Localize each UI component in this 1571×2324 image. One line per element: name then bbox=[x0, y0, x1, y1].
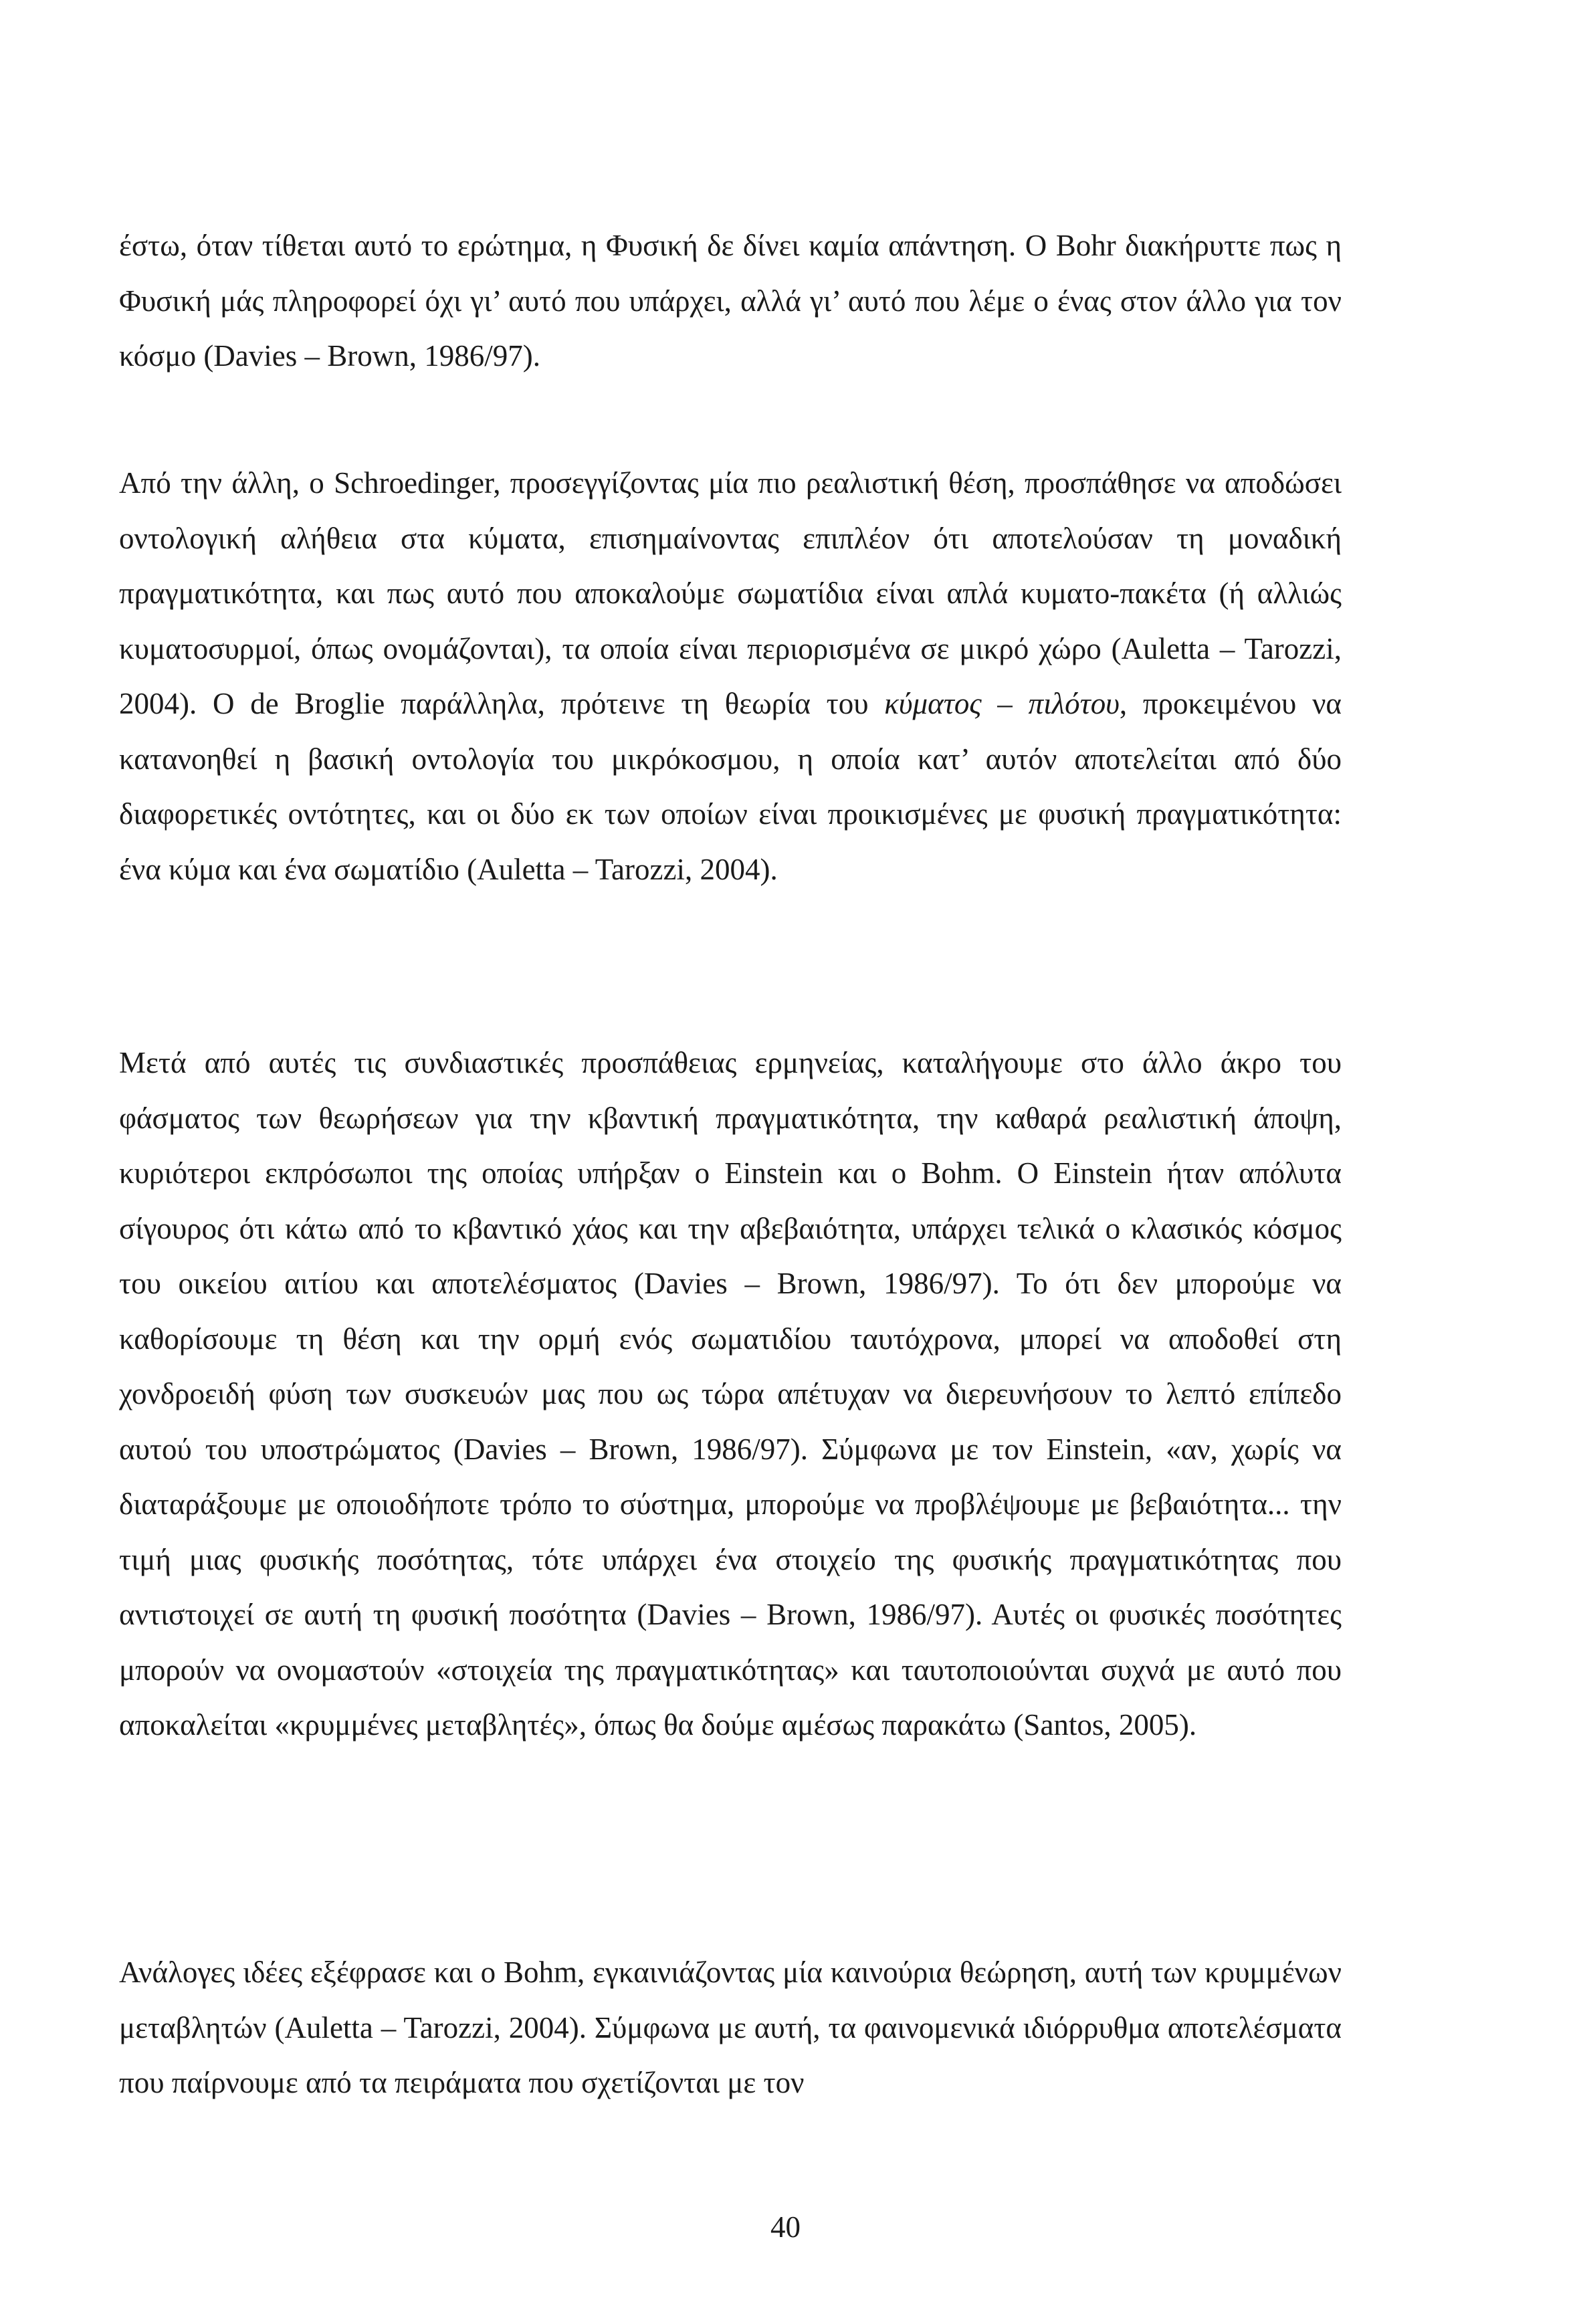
paragraph-2-italic-term: κύματος – πιλότου bbox=[884, 687, 1120, 720]
page-number: 40 bbox=[770, 2210, 801, 2244]
paragraph-2-text-end: , προκειμένου να κατανοηθεί η βασική οντολογία του μικρόκοσμου, η οποία κατ’ αυτόν αποτελείται από δύο διαφορετικές οντότητες, και οι δύο εκ των οποίων είναι προικισμένες με φυσική πραγματικότητα: ένα κύμα και ένα σωματίδιο (Auletta – Tarozzi, 2004). bbox=[119, 687, 1342, 886]
paragraph-1 bbox=[119, 218, 1342, 384]
paragraph-4 bbox=[119, 1945, 1342, 2111]
paragraph-3 bbox=[119, 1035, 1342, 1753]
paragraph-2-text-start: Από την άλλη, ο Schroedinger, προσεγγίζοντας μία πιο ρεαλιστική θέση, προσπάθησε να αποδώσει οντολογική αλήθεια στα κύματα, επισημαίνοντας επιπλέον ότι αποτελούσαν τη μοναδική πραγματικότητα, και πως αυτό που αποκαλούμε σωματίδια είναι απλά κυματο-πακέτα (ή αλλιώς κυματοσυρμοί, όπως ονομάζονται), τα οποία είναι περιορισμένα σε μικρό χώρο (Auletta – Tarozzi, 2004). Ο de Broglie παράλληλα, πρότεινε τη θεωρία του bbox=[119, 466, 1342, 720]
paragraph-4-text: Ανάλογες ιδέες εξέφρασε και ο Bohm, εγκαινιάζοντας μία καινούρια θεώρηση, αυτή των κρυμμένων μεταβλητών (Auletta – Tarozzi, 2004). Σύμφωνα με αυτή, τα φαινομενικά ιδιόρρυθμα αποτελέσματα που παίρνουμε από τα πειράματα που σχετίζονται με τον bbox=[119, 1956, 1342, 2099]
paragraph-2-text bbox=[119, 455, 1342, 897]
paragraph-1-text: έστω, όταν τίθεται αυτό το ερώτημα, η Φυσική δε δίνει καμία απάντηση. Ο Bohr διακήρυττε πως η Φυσική μάς πληροφορεί όχι γι’ αυτό που υπάρχει, αλλά γι’ αυτό που λέμε ο ένας στον άλλο για τον κόσμο (Davies – Brown, 1986/97). bbox=[119, 229, 1342, 373]
paragraph-3-text: Μετά από αυτές τις συνδιαστικές προσπάθειας ερμηνείας, καταλήγουμε στο άλλο άκρο του φάσματος των θεωρήσεων για την κβαντική πραγματικότητα, την καθαρά ρεαλιστική άποψη, κυριότεροι εκπρόσωποι της οποίας υπήρξαν ο Einstein και ο Bohm. Ο Einstein ήταν απόλυτα σίγουρος ότι κάτω από το κβαντικό χάος και την αβεβαιότητα, υπάρχει τελικά ο κλασικός κόσμος του οικείου αιτίου και αποτελέσματος (Davies – Brown, 1986/97). Το ότι δεν μπορούμε να καθορίσουμε τη θέση και την ορμή ενός σωματιδίου ταυτόχρονα, μπορεί να αποδοθεί στη χονδροειδή φύση των συσκευών μας που ως τώρα απέτυχαν να διερευνήσουν το λεπτό επίπεδο αυτού του υποστρώματος (Davies – Brown, 1986/97). Σύμφωνα με τον Einstein, «αν, χωρίς να διαταράξουμε με οποιοδήποτε τρόπο το σύστημα, μπορούμε να προβλέψουμε με βεβαιότητα... την τιμή μιας φυσικής ποσότητας, τότε υπάρχει ένα στοιχείο της φυσικής πραγματικότητας που αντιστοιχεί σε αυτή τη φυσική ποσότητα (Davies – Brown, 1986/97). Αυτές οι φυσικές ποσότητες μπορούν να ονομαστούν «στοιχεία της πραγματικότητας» και ταυτοποιούνται συχνά με αυτό που αποκαλείται «κρυμμένες μεταβλητές», όπως θα δούμε αμέσως παρακάτω (Santos, 2005). bbox=[119, 1046, 1342, 1741]
paragraph-2 bbox=[119, 455, 1342, 897]
